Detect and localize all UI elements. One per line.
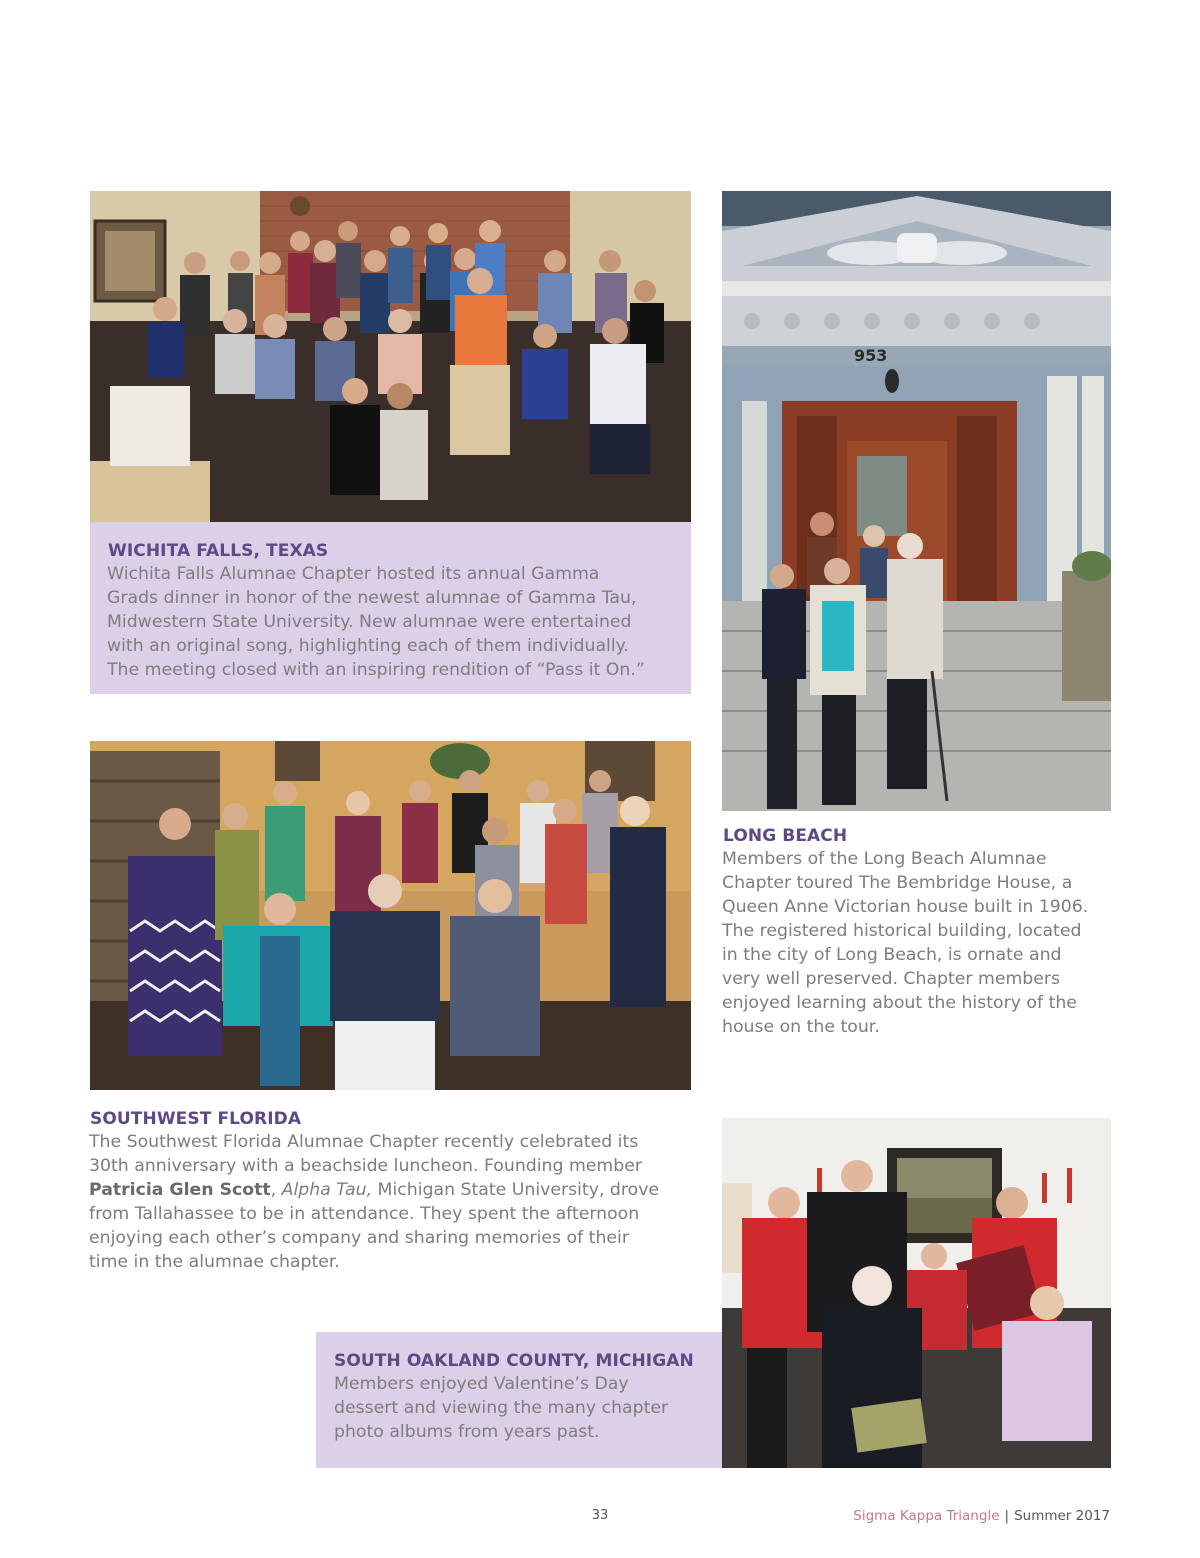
house-number: 953 [854,346,888,365]
wichita-heading: WICHITA FALLS, TEXAS [108,541,329,561]
southwest-florida-line [89,1178,659,1202]
long-beach-line: enjoyed learning about the history of the [722,993,1077,1013]
footer-publication-info [853,1508,1110,1524]
long-beach-line: house on the tour. [722,1017,880,1037]
founding-member-chapter: Alpha Tau, [281,1180,373,1200]
long-beach-line: in the city of Long Beach, is ornate and [722,945,1062,965]
name-separator: , [270,1180,282,1200]
wichita-caption-box [90,522,691,694]
long-beach-line: Chapter toured The Bembridge House, a [722,873,1073,893]
south-oakland-line: photo albums from years past. [334,1422,600,1442]
publication-name: Sigma Kappa Triangle [853,1508,1000,1524]
south-oakland-group-photo [722,1118,1111,1468]
long-beach-house-photo [722,191,1111,811]
long-beach-line: Queen Anne Victorian house built in 1906. [722,897,1089,917]
wichita-line: The meeting closed with an inspiring rendition of “Pass it On.” [107,660,645,680]
southwest-florida-line: 30th anniversary with a beachside luncheon. Founding member [89,1156,642,1176]
southwest-florida-line: enjoying each other’s company and sharing memories of their [89,1228,629,1248]
long-beach-line: very well preserved. Chapter members [722,969,1061,989]
footer-separator: | [1004,1508,1010,1524]
long-beach-line: The registered historical building, located [722,921,1082,941]
south-oakland-line: Members enjoyed Valentine’s Day [334,1374,629,1394]
wichita-body [107,562,645,682]
long-beach-line: Members of the Long Beach Alumnae [722,849,1047,869]
southwest-florida-body [89,1130,659,1274]
wichita-line: Midwestern State University. New alumnae were entertained [107,612,632,632]
southwest-florida-heading: SOUTHWEST FLORIDA [90,1109,302,1129]
southwest-florida-group-photo [90,741,691,1090]
wichita-line: with an original song, highlighting each of them individually. [107,636,629,656]
wichita-group-photo [90,191,691,522]
wichita-line: Grads dinner in honor of the newest alumnae of Gamma Tau, [107,588,637,608]
southwest-florida-line: from Tallahassee to be in attendance. They spent the afternoon [89,1204,640,1224]
southwest-florida-line: The Southwest Florida Alumnae Chapter recently celebrated its [89,1132,639,1152]
founding-member-rest: Michigan State University, drove [372,1180,660,1200]
long-beach-body [722,847,1088,1039]
south-oakland-caption-box [316,1332,722,1468]
south-oakland-heading: SOUTH OAKLAND COUNTY, MICHIGAN [334,1351,694,1371]
page-number: 33 [591,1508,609,1523]
founding-member-name: Patricia Glen Scott [89,1180,271,1200]
long-beach-heading: LONG BEACH [723,826,848,846]
issue-label: Summer 2017 [1014,1508,1110,1524]
south-oakland-body [334,1372,668,1444]
southwest-florida-line: time in the alumnae chapter. [89,1252,340,1272]
south-oakland-line: dessert and viewing the many chapter [334,1398,669,1418]
wichita-line: Wichita Falls Alumnae Chapter hosted its annual Gamma [107,564,600,584]
